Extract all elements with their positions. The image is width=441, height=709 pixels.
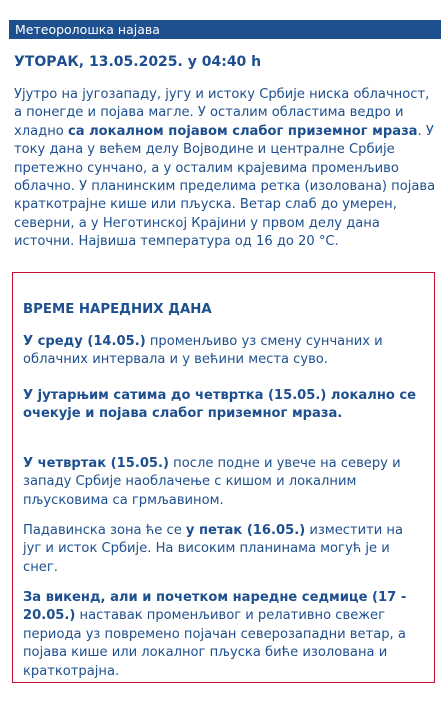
next-days-paragraph-frost [23, 387, 423, 424]
frost-warning: У јутарњим сатима до четвртка (15.05.) локално се очекује и појава слабог приземног мраза. [23, 388, 417, 422]
friday-text: изместити на југ и исток Србије. На високим планинама могућ је и снег. [23, 523, 403, 575]
forecast-intro [14, 86, 438, 252]
intro-text-b: . У току дана у већем делу Војводине и централне Србије претежно сунчано, а у осталим крајевима променљиво облачно. У планинским пределима ретка (изолована) појава краткотрајне кише или пљуска. Ветар слаб до умерен, северни, а у Неготинској Крајини у првом делу дана источни. Највиша температура од 16 до 20 °C. [14, 123, 436, 250]
forecast-date: УТОРАК, 13.05.2025. у 04:40 h [14, 54, 262, 70]
friday-label: у петак (16.05.) [185, 523, 306, 538]
wednesday-label: У среду (14.05.) [23, 334, 146, 349]
weekend-text: наставак променљивог и релативно свежег периода уз повремено појачан северозападни ветар, а појава кише или локалног пљуска биће изолована и краткотрајна. [23, 608, 406, 679]
next-days-paragraph-thursday [23, 455, 423, 510]
next-days-title: ВРЕМЕ НАРЕДНИХ ДАНА [23, 302, 212, 317]
intro-highlight: са локалном појавом слабог приземног мраза [67, 123, 418, 139]
weekend-label: За викенд, али и почетком наредне седмице (17 - 20.05.) [23, 590, 407, 624]
thursday-text: после подне и увече на северу и западу Србије наоблачење с кишом и локалним пљусковима са грмљавином. [23, 456, 401, 508]
next-days-paragraph-friday [23, 522, 423, 577]
wednesday-text: променљиво уз смену сунчаних и облачних интервала и у већини места суво. [23, 334, 383, 368]
thursday-label: У четвртак (15.05.) [23, 456, 170, 471]
section-header: Метеоролошка најава [9, 20, 441, 39]
next-days-paragraph-wednesday [23, 333, 423, 370]
next-days-paragraph-weekend [23, 589, 423, 681]
intro-text-a: Ујутро на југозападу, југу и истоку Србије ниска облачност, а понегде и појава магле. У осталим областима ведро и хладно [14, 87, 430, 139]
friday-pre: Падавинска зона ће се [23, 523, 186, 538]
